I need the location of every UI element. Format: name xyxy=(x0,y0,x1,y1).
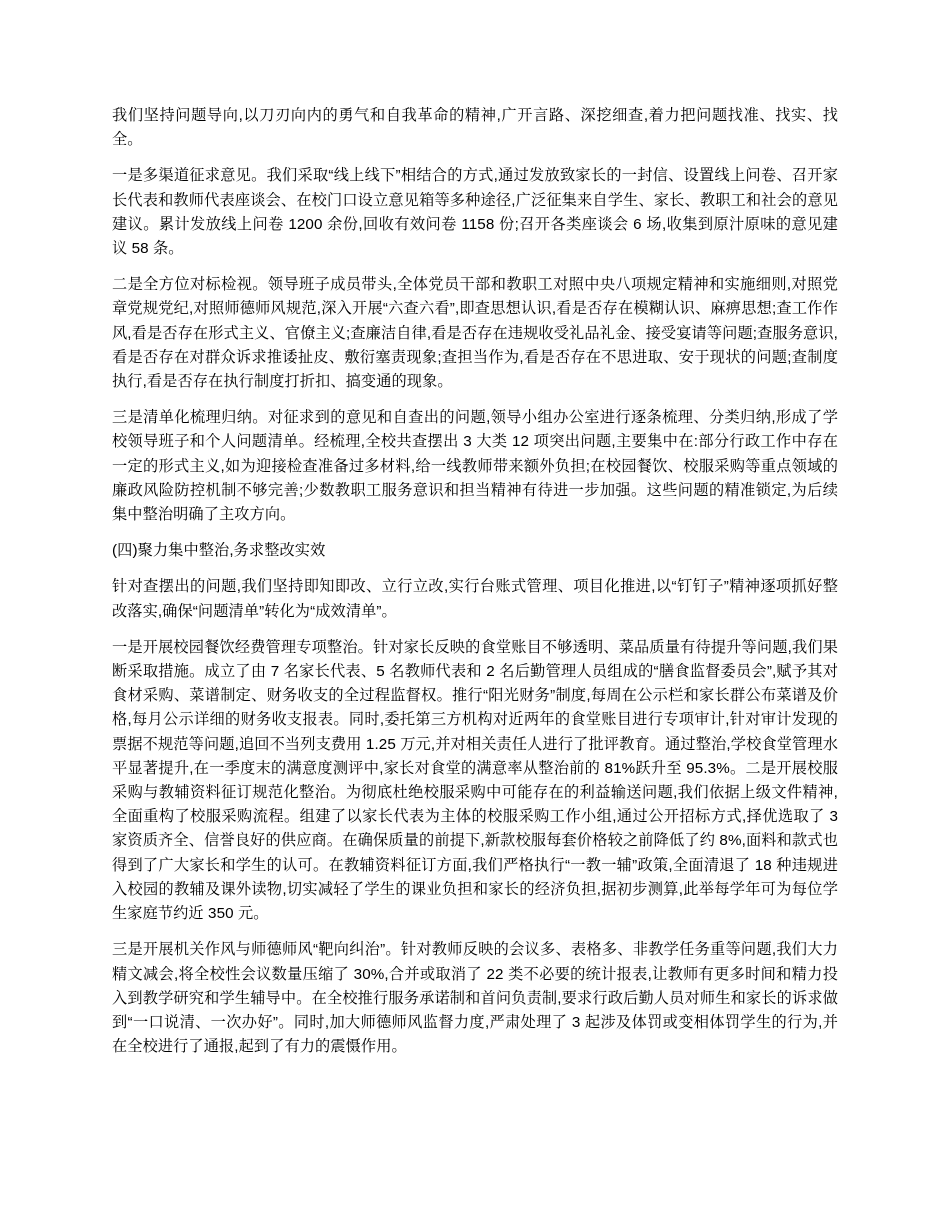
paragraph-work-style-rectification: 三是开展机关作风与师德师风“靶向纠治”。针对教师反映的会议多、表格多、非教学任务重等问题,我们大力精文减会,将全校性会议数量压缩了 30%,合并或取消了 22 类不必要的统计报表,让教师有更多时间和精力投入到教学研究和学生辅导中。在全校推行服务承诺制和首问负责制,要求行政后勤人员对师生和家长的诉求做到“一口说清、一次办好”。同时,加大师德师风监督力度,严肃处理了 3 起涉及体罚或变相体罚学生的行为,并在全校进行了通报,起到了有力的震慑作用。 xyxy=(112,941,838,1056)
paragraph-problem-orientation: 我们坚持问题导向,以刀刃向内的勇气和自我革命的精神,广开言路、深挖细查,着力把问题找准、找实、找全。 xyxy=(112,107,838,149)
paragraph-canteen-and-uniform-rectification: 一是开展校园餐饮经费管理专项整治。针对家长反映的食堂账目不够透明、菜品质量有待提升等问题,我们果断采取措施。成立了由 7 名家长代表、5 名教师代表和 2 名后勤管理人员组成的“膳食监督委员会”,赋予其对食材采购、菜谱制定、财务收支的全过程监督权。推行“阳光财务”制度,每周在公示栏和家长群公布菜谱及价格,每月公示详细的财务收支报表。同时,委托第三方机构对近两年的食堂账目进行专项审计,针对审计发现的票据不规范等问题,追回不当列支费用 1.25 万元,并对相关责任人进行了批评教育。通过整治,学校食堂管理水平显著提升,在一季度末的满意度测评中,家长对食堂的满意率从整治前的 81%跃升至 95.3%。二是开展校服采购与教辅资料征订规范化整治。为彻底杜绝校服采购中可能存在的利益输送问题,我们依据上级文件精神,全面重构了校服采购流程。组建了以家长代表为主体的校服采购工作小组,通过公开招标方式,择优选取了 3 家资质齐全、信誉良好的供应商。在确保质量的前提下,新款校服每套价格较之前降低了约 8%,面料和款式也得到了广大家长和学生的认可。在教辅资料征订方面,我们严格执行“一教一辅”政策,全面清退了 18 种违规进入校园的教辅及课外读物,切实减轻了学生的课业负担和家长的经济负担,据初步测算,此举每学年可为每位学生家庭节约近 350 元。 xyxy=(112,638,838,923)
paragraph-checklist-summary: 三是清单化梳理归纳。对征求到的意见和自查出的问题,领导小组办公室进行逐条梳理、分类归纳,形成了学校领导班子和个人问题清单。经梳理,全校共查摆出 3 大类 12 项突出问题,主要集中在:部分行政工作中存在一定的形式主义,如为迎接检查准备过多材料,给一线教师带来额外负担;在校园餐饮、校服采购等重点领域的廉政风险防控机制不够完善;少数教职工服务意识和担当精神有待进一步加强。这些问题的精准锁定,为后续集中整治明确了主攻方向。 xyxy=(112,409,838,524)
paragraph-benchmark-inspection: 二是全方位对标检视。领导班子成员带头,全体党员干部和教职工对照中央八项规定精神和实施细则,对照党章党规党纪,对照师德师风规范,深入开展“六查六看”,即查思想认识,看是否存在模糊认识、麻痹思想;查工作作风,看是否存在形式主义、官僚主义;查廉洁自律,看是否存在违规收受礼品礼金、接受宴请等问题;查服务意识,看是否存在对群众诉求推诿扯皮、敷衍塞责现象;查担当作为,看是否存在不思进取、安于现状的问题;查制度执行,看是否存在执行制度打折扣、搞变通的现象。 xyxy=(112,276,838,391)
paragraph-opinion-collection: 一是多渠道征求意见。我们采取“线上线下”相结合的方式,通过发放致家长的一封信、设置线上问卷、召开家长代表和教师代表座谈会、在校门口设立意见箱等多种途径,广泛征集来自学生、家长、教职工和社会的意见建议。累计发放线上问卷 1200 余份,回收有效问卷 1158 份;召开各类座谈会 6 场,收集到原汁原味的意见建议 58 条。 xyxy=(112,167,838,258)
document-body xyxy=(112,104,838,1059)
paragraph-rectification-approach: 针对查摆出的问题,我们坚持即知即改、立行立改,实行台账式管理、项目化推进,以“钉钉子”精神逐项抓好整改落实,确保“问题清单”转化为“成效清单”。 xyxy=(112,578,838,620)
section-heading-four: (四)聚力集中整治,务求整改实效 xyxy=(112,542,326,560)
